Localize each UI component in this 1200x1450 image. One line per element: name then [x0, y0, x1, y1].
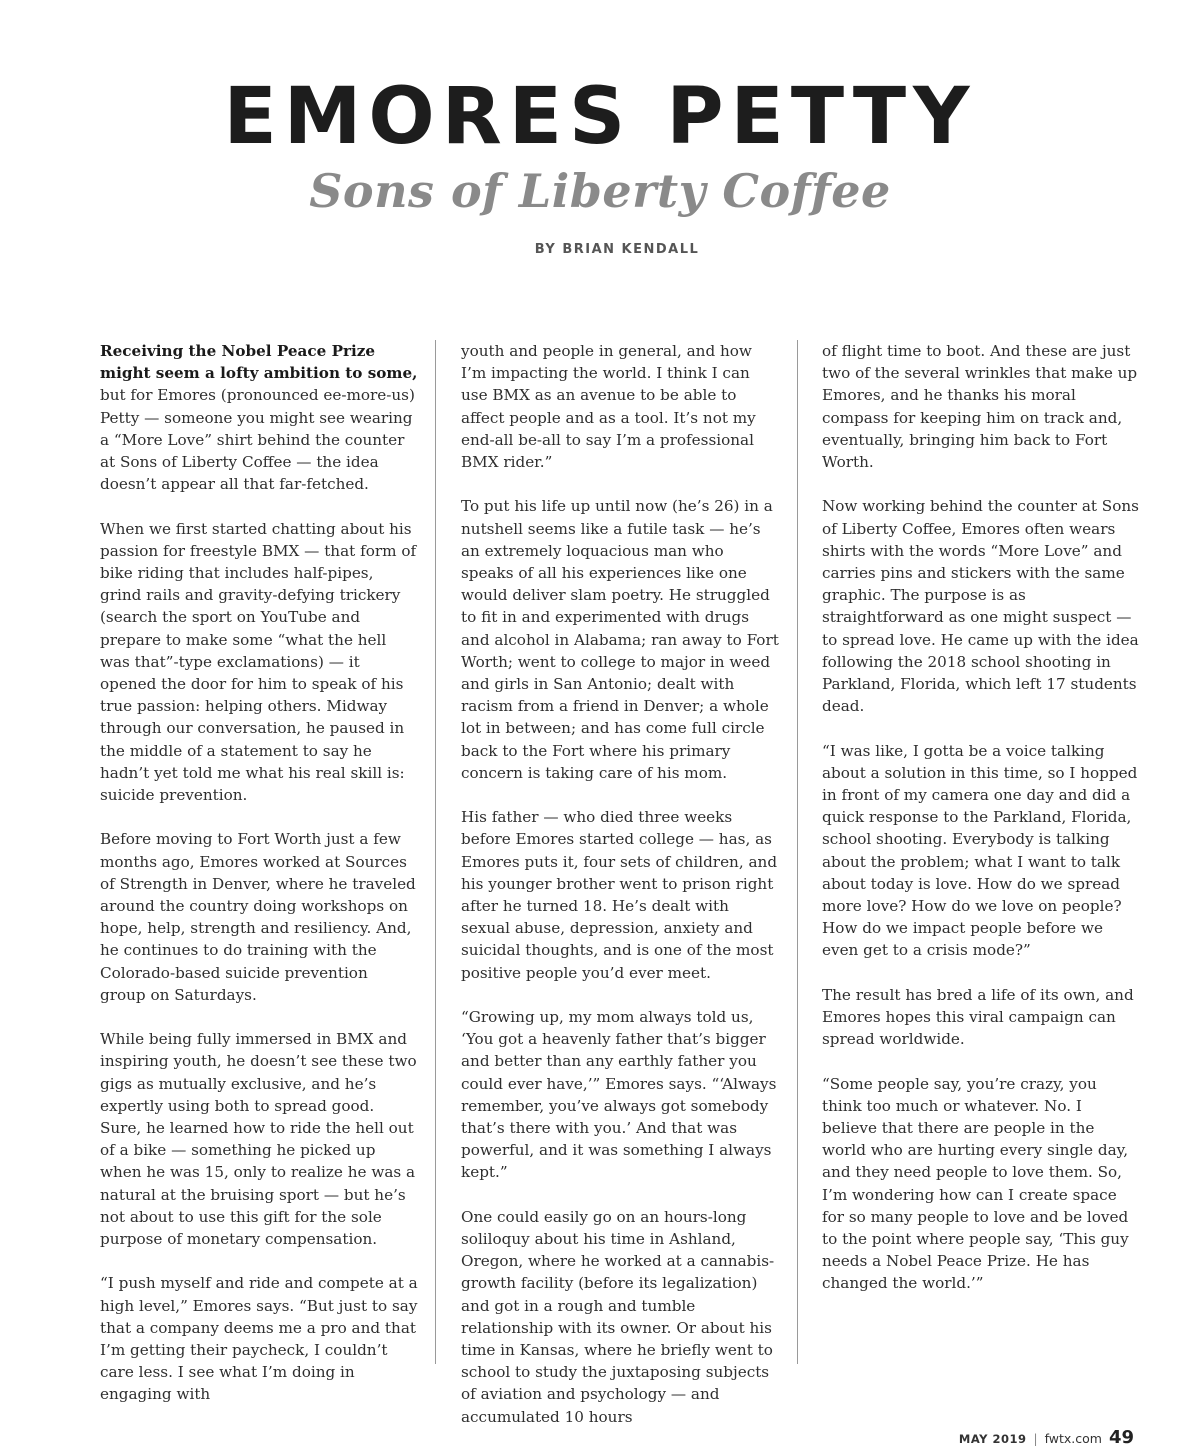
paragraph: While being fully immersed in BMX and inspiring youth, he doesn’t see these two gigs as mutually exclusive, and he’s expertly using both to spread good. Sure, he learned how to ride the hell out of a bike — something he picked up when he was 15, only to realize he was a natural at the bruising sport — but he’s not about to use this gift for the sole purpose of monetary compensation. [100, 1030, 417, 1249]
footer-separator: | [1033, 1432, 1038, 1446]
paragraph: One could easily go on an hours-long soliloquy about his time in Ashland, Oregon, where he worked at a cannabis-growth facility (before its legalization) and got in a rough and tumble relationship with its owner. Or about his time in Kansas, where he briefly went to school to study the juxtaposing subjects of aviation and psychology — and accumulated 10 hours [461, 1207, 775, 1426]
paragraph: “Growing up, my mom always told us, ‘You got a heavenly father that’s bigger and better than any earthly father you could ever have,’” Emores says. “‘Always remember, you’ve always got somebody that’s there with you.’ And that was powerful, and it was something I always kept.” [461, 1008, 777, 1182]
paragraph: Now working behind the counter at Sons of Liberty Coffee, Emores often wears shirts with the words “More Love” and carries pins and stickers with the same graphic. The purpose is as straightforward as one might suspect — to spread love. He came up with the idea following the 2018 school shooting in Parkland, Florida, which left 17 students dead. [822, 497, 1139, 716]
article-title: EMORES PETTY [223, 72, 977, 162]
paragraph: “Some people say, you’re crazy, you think too much or whatever. No. I believe that there are people in the world who are hurting every single day, and they need people to love them. So, I’m wondering how can I create space for so many people to love and be loved to the point where people say, ‘This guy needs a Nobel Peace Prize. He has changed the world.’” [822, 1074, 1129, 1293]
paragraph: His father — who died three weeks before Emores started college — has, as Emores puts it, four sets of children, and his younger brother went to prison right after he turned 18. He’s dealt with sexual abuse, depression, anxiety and suicidal thoughts, and is one of the most positive people you’d ever meet. [461, 808, 778, 982]
website: fwtx.com [1044, 1431, 1102, 1446]
paragraph-text: but for Emores (pronounced ee-more-us) Petty — someone you might see wearing a “More Love” shirt behind the counter at Sons of Liberty Coffee — the idea doesn’t appear all that far-fetched. [100, 386, 415, 494]
column-divider [435, 340, 436, 1364]
article-column-2 [461, 340, 779, 1450]
article-column-3 [822, 340, 1140, 1317]
article-byline: BY BRIAN KENDALL [534, 242, 700, 257]
issue-date: MAY 2019 [958, 1432, 1027, 1446]
paragraph: of flight time to boot. And these are just two of the several wrinkles that make up Emores, and he thanks his moral compass for keeping him on track and, eventually, bringing him back to Fort Worth. [822, 342, 1138, 472]
column-divider [797, 340, 798, 1364]
paragraph: “I push myself and ride and compete at a high level,” Emores says. “But just to say that a company deems me a pro and that I’m getting their paycheck, I couldn’t care less. I see what I’m doing in engaging with [100, 1274, 418, 1404]
paragraph [100, 340, 418, 495]
paragraph: The result has bred a life of its own, and Emores hopes this viral campaign can spread worldwide. [822, 985, 1134, 1049]
page-footer [959, 1427, 1134, 1448]
paragraph: youth and people in general, and how I’m impacting the world. I think I can use BMX as an avenue to be able to affect people and as a tool. It’s not my end-all be-all to say I’m a professional BMX rider.” [461, 342, 756, 472]
article-subtitle: Sons of Liberty Coffee [309, 164, 891, 218]
paragraph: Before moving to Fort Worth just a few months ago, Emores worked at Sources of Strength in Denver, where he traveled around the country doing workshops on hope, help, strength and resiliency. And, he continues to do training with the Colorado-based suicide prevention group on Saturdays. [100, 830, 416, 1004]
page-number: 49 [1108, 1427, 1134, 1448]
paragraph: “I was like, I gotta be a voice talking about a solution in this time, so I hopped in front of my camera one day and did a quick response to the Parkland, Florida, school shooting. Everybody is talking about the problem; what I want to talk about today is love. How do we spread more love? How do we love on people? How do we impact people before we even get to a crisis mode?” [822, 741, 1138, 960]
paragraph: To put his life up until now (he’s 26) in a nutshell seems like a futile task — he’s an extremely loquacious man who speaks of all his experiences like one would deliver slam poetry. He struggled to fit in and experimented with drugs and alcohol in Alabama; ran away to Fort Worth; went to college to major in weed and girls in San Antonio; dealt with racism from a friend in Denver; a whole lot in between; and has come full circle back to the Fort where his primary concern is taking care of his mom. [461, 497, 779, 782]
paragraph: When we first started chatting about his passion for freestyle BMX — that form of bike riding that includes half-pipes, grind rails and gravity-defying trickery (search the sport on YouTube and prepare to make some “what the hell was that”-type exclamations) — it opened the door for him to speak of his true passion: helping others. Midway through our conversation, he paused in the middle of a statement to say he hadn’t yet told me what his real skill is: suicide prevention. [100, 519, 417, 805]
lead-in: Receiving the Nobel Peace Prize might seem a lofty ambition to some, [100, 342, 418, 383]
article-column-1 [100, 340, 418, 1428]
